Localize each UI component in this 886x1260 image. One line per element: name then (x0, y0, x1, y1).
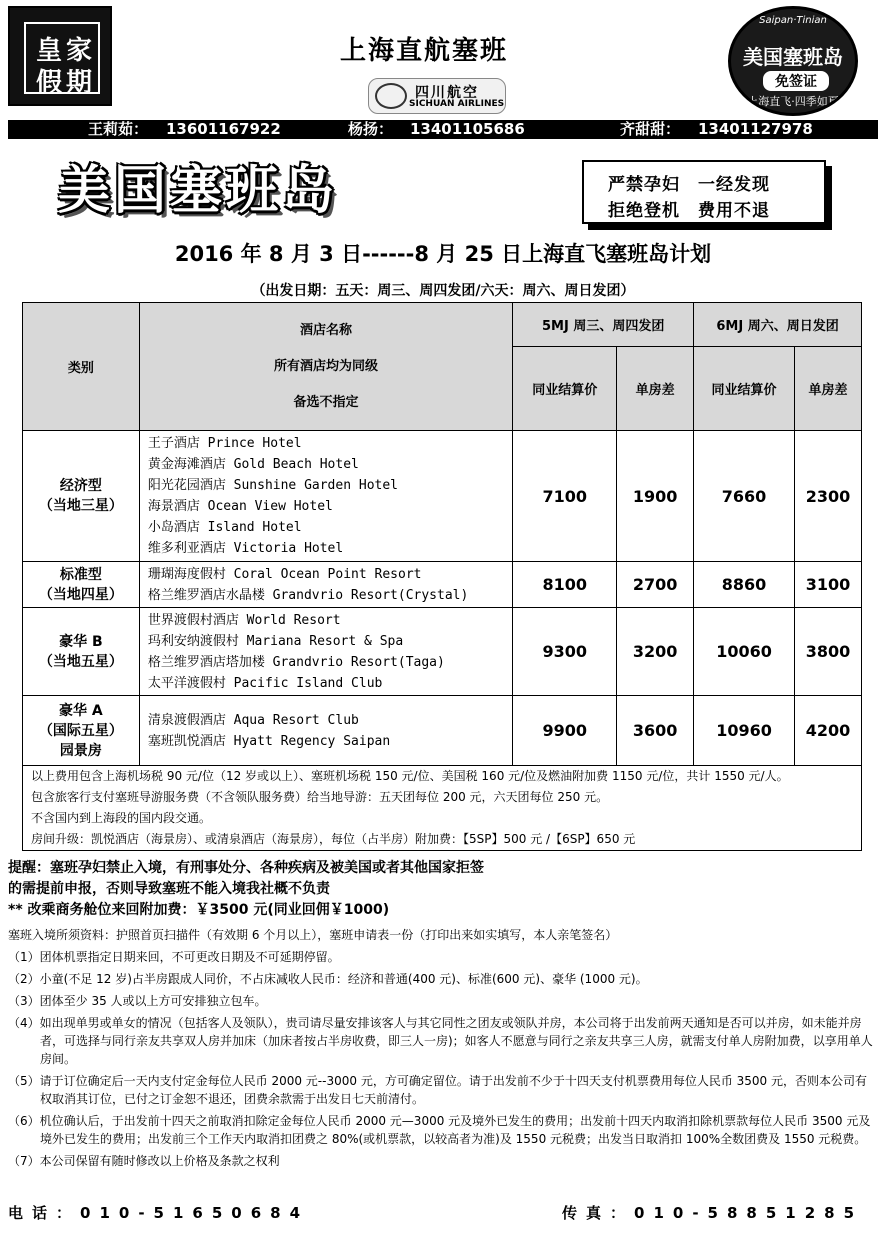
warning-line: 严禁孕妇 一经发现 (608, 175, 770, 195)
terms-item: （7）本公司保留有随时修改以上价格及条款之权利 (8, 1154, 280, 1168)
hotel-item: 小岛酒店 Island Hotel (147, 520, 302, 535)
main-title: 美国塞班岛 (58, 160, 339, 221)
hotel-item: 阳光花园酒店 Sunshine Garden Hotel (147, 478, 398, 493)
category-label: （当地四星） (38, 586, 123, 603)
single-6mj: 4200 (795, 696, 862, 766)
hotel-list (139, 696, 512, 766)
hotel-item: 王子酒店 Prince Hotel (147, 436, 302, 451)
logo-char: 家 (66, 36, 93, 66)
contact-name: 王莉茹： (88, 120, 149, 138)
contact-phone: 13401127978 (698, 120, 813, 138)
header-price: 同业结算价 (694, 347, 795, 431)
header-title: 上海直航塞班 (340, 36, 509, 66)
tel-number: 010-51650684 (80, 1204, 310, 1222)
terms-item: （2）小童(不足 12 岁)占半房跟成人同价，不占床减收人民币：经济和普通(400 元)、标准(600 元)、豪华 (1000 元)。 (8, 972, 648, 986)
header-single: 单房差 (795, 347, 862, 431)
price-note: 包含旅客行支付塞班导游服务费（不含领队服务费）给当地导游：五天团每位 200 元，六天团每位 250 元。 (31, 790, 609, 804)
tel-label: 电话： (8, 1204, 81, 1222)
header-price: 同业结算价 (513, 347, 617, 431)
category-label: 豪华 B (59, 633, 103, 650)
airline-logo (368, 78, 506, 114)
hotel-item: 世界渡假村酒店 World Resort (147, 612, 341, 628)
header-group-5mj: 5MJ 周三、周四发团 (513, 303, 694, 347)
single-5mj: 1900 (617, 431, 694, 562)
price-5mj: 9900 (513, 696, 617, 766)
reminder-line: 提醒：塞班孕妇禁止入境，有刑事处分、各种疾病及被美国或者其他国家拒签 (8, 860, 484, 876)
category-cell (23, 562, 140, 608)
table-row (23, 431, 862, 562)
header-hotel-name: 酒店名称 (300, 322, 353, 338)
hotel-item: 黄金海滩酒店 Gold Beach Hotel (147, 457, 359, 472)
hotel-item: 格兰维罗酒店塔加楼 Grandvrio Resort(Taga) (147, 654, 445, 670)
category-label: 园景房 (59, 742, 102, 759)
contact-bar (8, 120, 878, 139)
fax-number: 010-58851285 (634, 1204, 864, 1222)
price-6mj: 8860 (694, 562, 795, 608)
table-row (23, 608, 862, 696)
footer (8, 1202, 878, 1223)
category-cell (23, 696, 140, 766)
terms-item: （4）如出现单男或单女的情况（包括客人及领队），贵司请尽量安排该客人与其它同性之团友或领队并房，本公司将于出发前两天通知是否可以并房，如未能并房者，可选择与同行亲友共享双人房并加床（加床者按占半房收费，即三人一房)；如客人不愿意与同行之亲友共享三人房，就需支付单人房附加费，以享用单人房间。 (8, 1016, 873, 1066)
hotel-item: 塞班凯悦酒店 Hyatt Regency Saipan (147, 733, 391, 749)
price-note: 以上费用包含上海机场税 90 元/位（12 岁或以上）、塞班机场税 150 元/位、美国税 160 元/位及燃油附加费 1150 元/位，共计 1550 元/人。 (31, 769, 789, 783)
hotel-item: 太平洋渡假村 Pacific Island Club (147, 675, 383, 691)
hotel-item: 清泉渡假酒店 Aqua Resort Club (147, 712, 359, 728)
category-label: 标准型 (59, 566, 102, 583)
price-note: 不含国内到上海段的国内段交通。 (31, 811, 212, 825)
reminder-line: ** 改乘商务舱位来回附加费：￥3500 元(同业回佣￥1000) (8, 902, 390, 918)
category-label: 经济型 (59, 478, 102, 494)
single-6mj: 3100 (795, 562, 862, 608)
warning-box (582, 160, 826, 224)
plan-subtitle: （出发日期：五天：周三、周四发团/六天：周六、周日发团） (251, 283, 635, 299)
logo-char: 皇 (36, 36, 63, 66)
fax-label: 传真： (562, 1204, 635, 1222)
airline-name-cn: 四川航空 (415, 85, 479, 101)
warning-line: 拒绝登机 费用不退 (608, 201, 770, 221)
seal-main-text: 美国塞班岛 (743, 45, 843, 69)
hotel-list (139, 608, 512, 696)
contact-phone: 13601167922 (166, 120, 281, 138)
price-5mj: 8100 (513, 562, 617, 608)
contact-name: 杨扬： (348, 120, 394, 138)
hotel-item: 玛利安纳渡假村 Mariana Resort & Spa (147, 633, 404, 649)
header-single: 单房差 (617, 347, 694, 431)
terms-item: 塞班入境所须资料：护照首页扫描件（有效期 6 个月以上），塞班申请表一份（打印出来如实填写，本人亲笔签名） (8, 928, 618, 942)
terms-item: （1）团体机票指定日期来回，不可更改日期及不可延期停留。 (8, 950, 340, 964)
terms-item: （6）机位确认后，于出发前十四天之前取消扣除定金每位人民币 2000 元—3000 元及境外已发生的费用；出发前十四天内取消扣除机票款每位人民币 3500 元及境外已发生的费用；出发前三个工作天内取消扣团费之 80%(或机票款，以较高者为准)及 1550 元税费；出发当日取消扣 100%全数团费及 1550 元税费。 (8, 1114, 871, 1146)
reminder-line: 的需提前申报，否则导致塞班不能入境我社概不负责 (8, 881, 330, 897)
logo-char: 假 (36, 68, 63, 98)
category-label: 豪华 A (59, 702, 103, 719)
header-hotel (139, 303, 512, 431)
category-cell (23, 608, 140, 696)
airline-bird-icon (375, 83, 407, 109)
single-6mj: 2300 (795, 431, 862, 562)
price-table (22, 302, 862, 851)
terms-item: （3）团体至少 35 人或以上方可安排独立包车。 (8, 994, 267, 1008)
hotel-item: 海景酒店 Ocean View Hotel (147, 499, 333, 514)
category-label: （当地三星） (38, 498, 123, 514)
header-hotel-note: 备选不指定 (293, 394, 359, 410)
contact-phone: 13401105686 (410, 120, 525, 138)
category-cell (23, 431, 140, 562)
hotel-item: 格兰维罗酒店水晶楼 Grandvrio Resort(Crystal) (147, 587, 469, 603)
single-5mj: 2700 (617, 562, 694, 608)
reminder-section (8, 858, 878, 921)
hotel-item: 珊瑚海度假村 Coral Ocean Point Resort (147, 566, 422, 582)
header-category: 类别 (23, 303, 140, 431)
contact-name: 齐甜甜： (620, 120, 681, 138)
hotel-item: 维多利亚酒店 Victoria Hotel (147, 541, 344, 556)
table-row (23, 562, 862, 608)
header-hotel-note: 所有酒店均为同级 (274, 358, 379, 374)
seal-top-text: Saipan·Tinian (759, 15, 827, 26)
price-6mj: 10060 (694, 608, 795, 696)
company-logo (8, 6, 112, 106)
category-label: （当地五星） (38, 653, 123, 670)
price-5mj: 7100 (513, 431, 617, 562)
logo-char: 期 (66, 68, 93, 98)
table-notes-row (23, 766, 862, 851)
hotel-list (139, 431, 512, 562)
table-row (23, 696, 862, 766)
table-header-row (23, 303, 862, 347)
terms-item: （5）请于订位确定后一天内支付定金每位人民币 2000 元--3000 元，方可确定留位。请于出发前不少于十四天支付机票费用每位人民币 3500 元，否则本公司有权取消其订位，已付之订金恕不退还，团费余款需于出发日七天前清付。 (8, 1074, 867, 1106)
seal-bottom-text: 上海直飞·四季如夏 (747, 95, 839, 108)
category-label: （国际五星） (38, 722, 123, 739)
terms-section (8, 926, 878, 1174)
airline-name-en: SICHUAN AIRLINES (409, 99, 505, 109)
price-6mj: 10960 (694, 696, 795, 766)
header-group-6mj: 6MJ 周六、周日发团 (694, 303, 862, 347)
seal-badge: 免签证 (763, 71, 829, 91)
single-6mj: 3800 (795, 608, 862, 696)
price-6mj: 7660 (694, 431, 795, 562)
single-5mj: 3200 (617, 608, 694, 696)
price-note: 房间升级：凯悦酒店（海景房）、或清泉酒店（海景房），每位（占半房）附加费：【5SP】500 元 /【6SP】650 元 (31, 832, 636, 846)
price-5mj: 9300 (513, 608, 617, 696)
saipan-seal (728, 6, 858, 116)
plan-title: 2016 年 8 月 3 日------8 月 25 日上海直飞塞班岛计划 (174, 242, 712, 266)
hotel-list (139, 562, 512, 608)
price-notes (23, 766, 862, 851)
single-5mj: 3600 (617, 696, 694, 766)
